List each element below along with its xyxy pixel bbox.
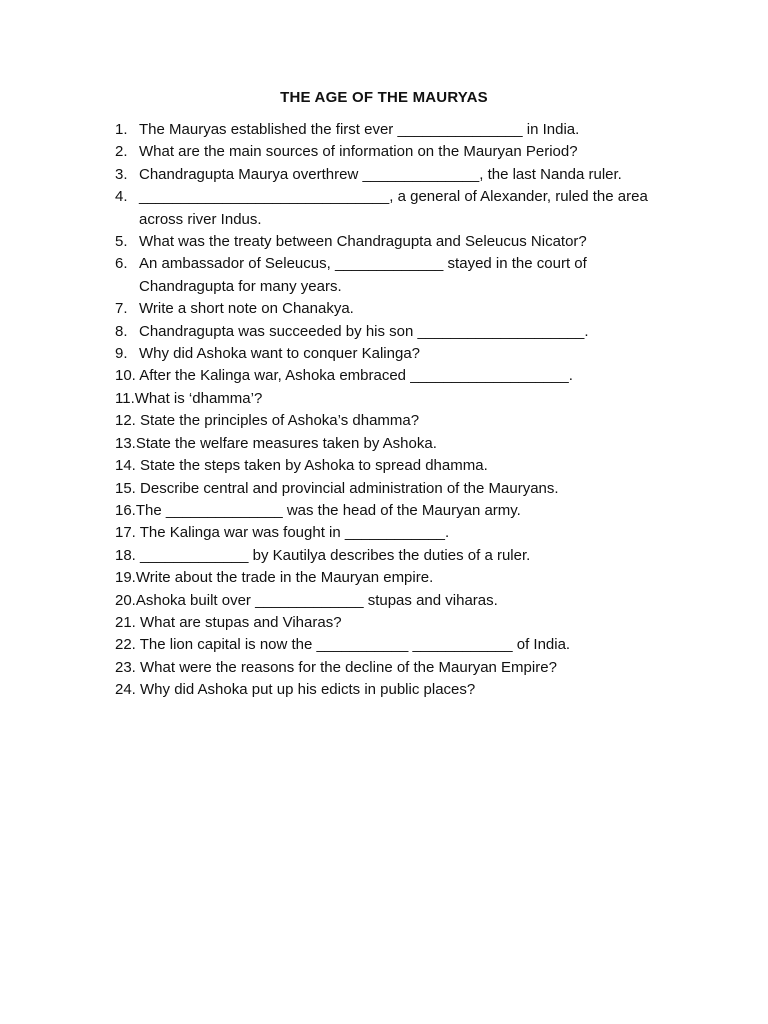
question-item	[115, 388, 675, 410]
question-text: _____________ by Kautilya describes the duties of a ruler.	[135, 546, 531, 564]
question-item	[115, 657, 675, 679]
question-number: 11.	[115, 389, 135, 407]
question-item	[115, 433, 675, 455]
question-item	[115, 612, 675, 634]
question-text: The Kalinga war was fought in ____________.	[135, 524, 450, 542]
question-text: Write a short note on Chanakya.	[139, 300, 354, 318]
question-number: 3.	[115, 165, 128, 183]
question-number: 16.	[115, 501, 136, 519]
question-item	[115, 634, 675, 656]
question-text: Chandragupta was succeeded by his son ____________________.	[139, 322, 589, 340]
question-text: State the principles of Ashoka’s dhamma?	[135, 412, 420, 430]
question-number: 4.	[115, 188, 128, 206]
question-number: 20.	[115, 591, 136, 609]
question-text: An ambassador of Seleucus, _____________ stayed in the court of Chandragupta for many years.	[139, 255, 587, 295]
question-text: What is ‘dhamma’?	[134, 389, 263, 407]
question-item	[115, 298, 675, 320]
question-number: 12.	[115, 412, 136, 430]
question-text: Ashoka built over _____________ stupas and viharas.	[135, 591, 498, 609]
question-text: Why did Ashoka want to conquer Kalinga?	[139, 345, 421, 363]
question-item	[115, 253, 675, 298]
question-item	[115, 186, 675, 231]
question-item	[115, 141, 675, 163]
question-number: 14.	[115, 457, 136, 475]
question-item	[115, 478, 675, 500]
question-number: 13.	[115, 434, 136, 452]
question-item	[115, 679, 675, 701]
question-number: 7.	[115, 300, 128, 318]
question-item	[115, 545, 675, 567]
question-number: 22.	[115, 636, 136, 654]
question-text: What are stupas and Viharas?	[135, 613, 342, 631]
question-text: After the Kalinga war, Ashoka embraced ___________________.	[135, 367, 573, 385]
question-item	[115, 567, 675, 589]
question-number: 6.	[115, 255, 128, 273]
question-number: 17.	[115, 524, 136, 542]
question-text: Describe central and provincial administration of the Mauryans.	[135, 479, 559, 497]
question-text: Chandragupta Maurya overthrew ______________, the last Nanda ruler.	[139, 165, 622, 183]
question-text: State the steps taken by Ashoka to spread dhamma.	[135, 457, 488, 475]
question-item	[115, 343, 675, 365]
question-item	[115, 365, 675, 387]
question-item	[115, 410, 675, 432]
question-number: 21.	[115, 613, 136, 631]
question-text: State the welfare measures taken by Ashoka.	[135, 434, 437, 452]
question-item	[115, 119, 675, 141]
question-text: The lion capital is now the ___________ ____________ of India.	[135, 636, 571, 654]
question-number: 19.	[115, 569, 136, 587]
question-number: 1.	[115, 121, 128, 138]
question-number: 5.	[115, 233, 128, 251]
question-number: 15.	[115, 479, 136, 497]
question-number: 10.	[115, 367, 136, 385]
page-title: THE AGE OF THE MAURYAS	[280, 89, 488, 106]
question-text: What was the treaty between Chandragupta and Seleucus Nicator?	[139, 233, 587, 251]
question-list	[115, 119, 675, 702]
question-item	[115, 455, 675, 477]
question-number: 24.	[115, 681, 136, 699]
question-number: 2.	[115, 143, 128, 161]
question-number: 23.	[115, 658, 136, 676]
question-item	[115, 321, 675, 343]
question-text: ______________________________, a general of Alexander, ruled the area across river Indus.	[139, 188, 648, 228]
question-text: The ______________ was the head of the Mauryan army.	[135, 501, 521, 519]
question-number: 9.	[115, 345, 128, 363]
question-number: 8.	[115, 322, 128, 340]
question-text: What were the reasons for the decline of the Mauryan Empire?	[135, 658, 557, 676]
question-item	[115, 500, 675, 522]
question-item	[115, 590, 675, 612]
question-item	[115, 231, 675, 253]
question-text: Why did Ashoka put up his edicts in public places?	[135, 681, 476, 699]
question-item	[115, 164, 675, 186]
question-number: 18.	[115, 546, 136, 564]
question-item	[115, 522, 675, 544]
question-text: Write about the trade in the Mauryan empire.	[135, 569, 434, 587]
question-text: What are the main sources of information on the Mauryan Period?	[139, 143, 578, 161]
question-text: The Mauryas established the first ever _______________ in India.	[139, 121, 580, 138]
